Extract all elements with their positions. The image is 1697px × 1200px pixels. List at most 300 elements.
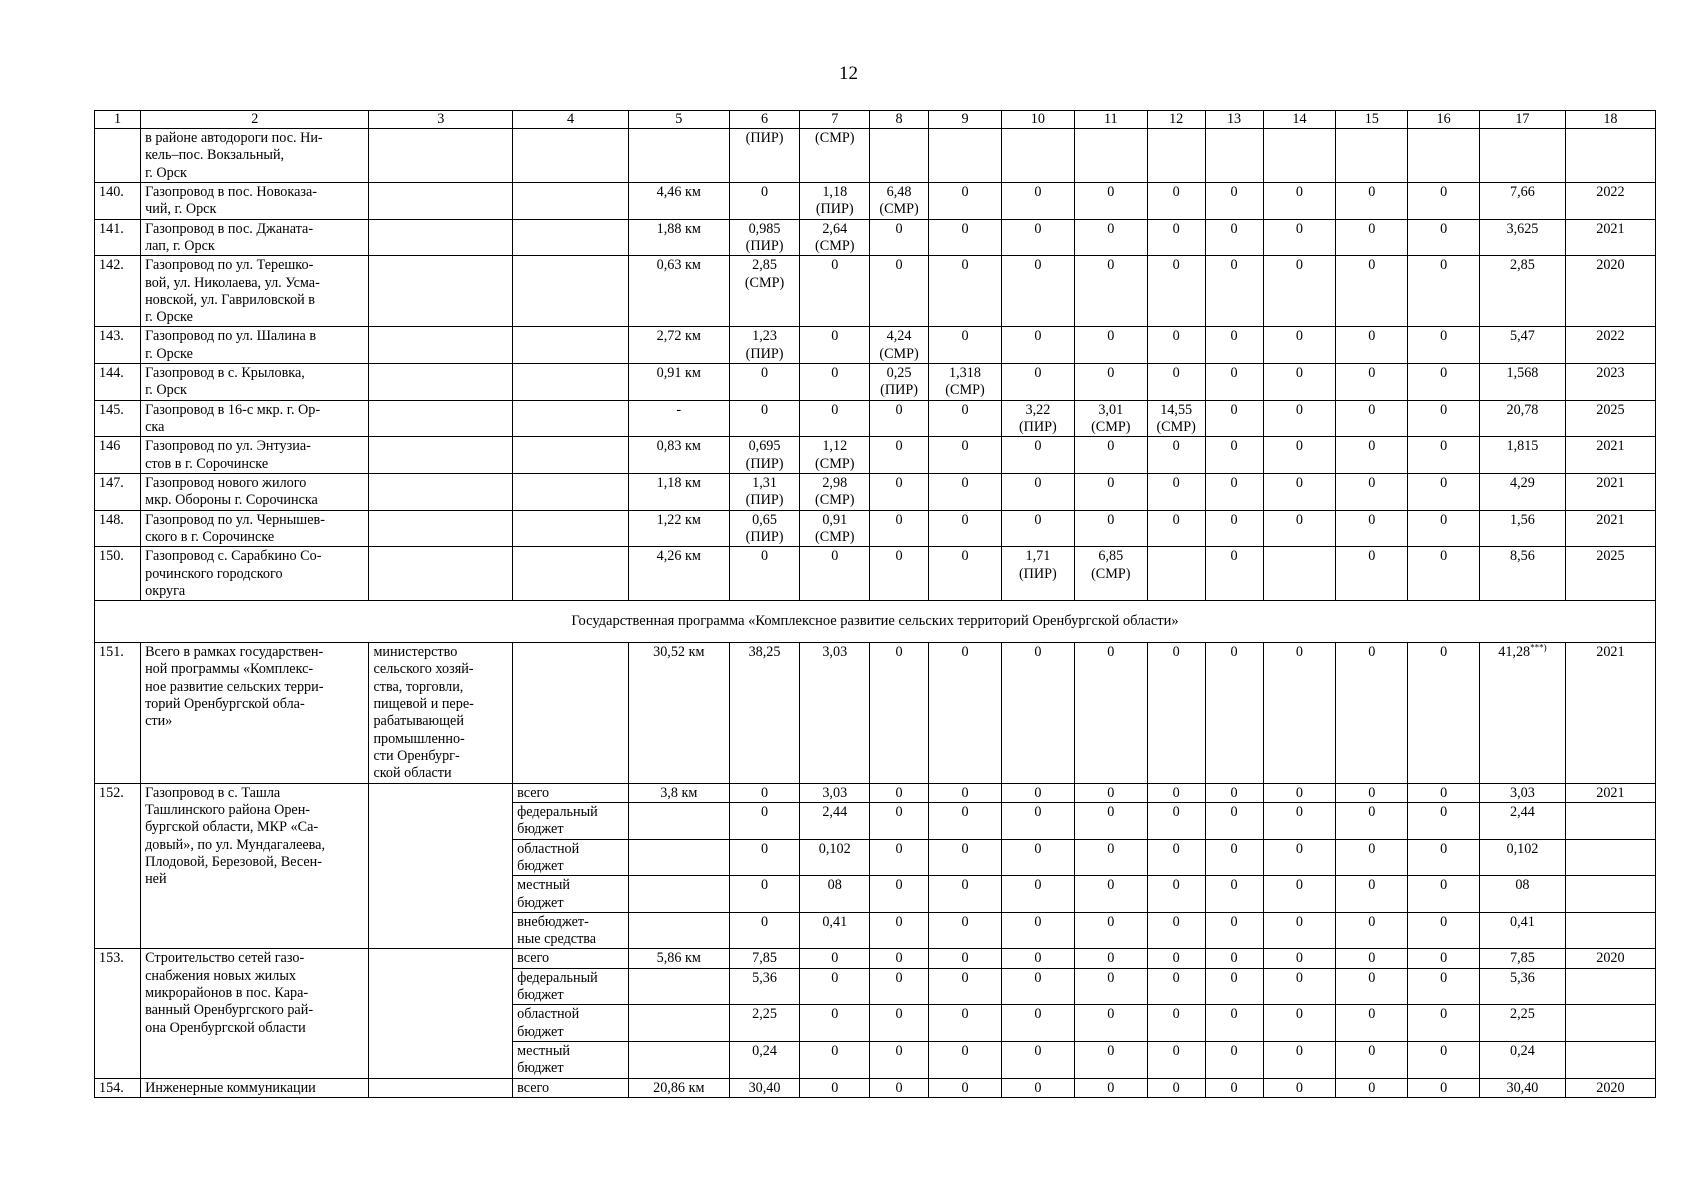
table-cell — [1263, 876, 1336, 913]
cell-text: 7,66 — [1510, 183, 1535, 200]
table-cell — [1336, 510, 1408, 547]
table-cell — [870, 256, 929, 327]
table-cell — [1263, 364, 1336, 401]
cell-text: 0 — [1295, 474, 1303, 491]
table-cell — [1074, 256, 1147, 327]
table-cell — [1408, 547, 1480, 601]
cell-text: 2021 — [1596, 644, 1625, 661]
table-cell — [929, 182, 1002, 219]
table-cell — [1074, 437, 1147, 474]
cell-text: 0 — [1368, 365, 1376, 382]
cell-text: 5,86 км — [656, 950, 701, 967]
table-cell — [628, 437, 729, 474]
table-cell — [95, 783, 141, 949]
table-cell — [141, 400, 369, 437]
cell-text: 30,52 км — [653, 644, 705, 661]
table-cell — [628, 327, 729, 364]
table-cell — [929, 256, 1002, 327]
table-cell — [513, 1042, 629, 1079]
table-cell — [1263, 256, 1336, 327]
table-row — [95, 219, 1656, 256]
cell-text: 0 — [1107, 257, 1115, 274]
cell-text: 0 — [831, 969, 839, 986]
cell-text: 0 — [1172, 840, 1180, 857]
cell-text: 0 — [1034, 1006, 1042, 1023]
table-cell — [95, 437, 141, 474]
table-cell — [1480, 182, 1566, 219]
table-cell — [513, 182, 629, 219]
cell-text: 0 — [1172, 511, 1180, 528]
table-cell — [1001, 783, 1074, 802]
cell-text: 4,26 км — [656, 548, 701, 565]
table-cell — [95, 473, 141, 510]
table-cell — [729, 473, 800, 510]
table-cell — [628, 643, 729, 784]
table-cell — [1074, 1005, 1147, 1042]
cell-text: 0 — [831, 1043, 839, 1059]
table-cell — [95, 510, 141, 547]
cell-text: 0 — [831, 548, 839, 565]
table-cell — [1408, 912, 1480, 949]
table-cell — [1480, 510, 1566, 547]
cell-text: 143. — [99, 328, 124, 345]
cell-text: 0 — [1230, 1043, 1238, 1059]
table-cell — [1147, 643, 1205, 784]
cell-text: 0 — [1107, 511, 1115, 528]
table-cell — [1263, 783, 1336, 802]
cell-text: федеральный бюджет — [517, 803, 598, 838]
cell-text: 2021 — [1596, 220, 1625, 237]
cell-text: 30,40 — [748, 1079, 781, 1096]
cell-text: 30,40 — [1506, 1079, 1539, 1096]
table-cell — [800, 510, 870, 547]
table-cell — [929, 1042, 1002, 1079]
table-cell — [628, 400, 729, 437]
table-cell — [369, 219, 513, 256]
table-cell — [95, 219, 141, 256]
cell-text: 0 — [961, 183, 969, 200]
cell-text: (ПИР) — [745, 130, 784, 146]
table-cell — [1205, 912, 1263, 949]
table-cell — [800, 912, 870, 949]
table-cell — [1001, 968, 1074, 1005]
cell-text: 0 — [1172, 220, 1180, 237]
cell-text: 145. — [99, 401, 124, 418]
table-cell — [929, 1005, 1002, 1042]
cell-text: 0 — [1034, 474, 1042, 491]
cell-text: 0 — [1440, 474, 1448, 491]
table-cell — [1565, 802, 1655, 839]
table-cell — [628, 547, 729, 601]
cell-text: 2021 — [1596, 474, 1625, 491]
table-cell — [95, 182, 141, 219]
table-cell — [1480, 839, 1566, 876]
table-cell — [1263, 547, 1336, 601]
table-cell — [1263, 912, 1336, 949]
table-cell — [1205, 802, 1263, 839]
cell-text: 0 — [1107, 877, 1115, 894]
cell-text: 0 — [1295, 784, 1303, 801]
cell-text: 0 — [1295, 877, 1303, 894]
cell-text: 0 — [895, 644, 903, 661]
column-number: 2 — [141, 111, 369, 129]
table-cell — [800, 256, 870, 327]
table-cell — [800, 802, 870, 839]
cell-text: 0 — [961, 257, 969, 274]
cell-text: 0 — [831, 1079, 839, 1096]
table-cell — [628, 1078, 729, 1097]
cell-text: 0 — [1440, 401, 1448, 418]
table-cell — [1074, 219, 1147, 256]
cell-text: 0 — [1230, 365, 1238, 382]
cell-text: 0 — [1107, 840, 1115, 857]
table-cell — [1480, 129, 1566, 183]
cell-text: 0 — [1034, 803, 1042, 820]
cell-text: Газопровод в пос. Новоказа- чий, г. Орск — [145, 183, 317, 218]
table-cell — [870, 802, 929, 839]
table-cell — [1205, 437, 1263, 474]
cell-text: 0 — [961, 840, 969, 857]
cell-text: 0 — [1295, 1079, 1303, 1096]
table-cell — [628, 912, 729, 949]
cell-text: 2022 — [1596, 183, 1625, 200]
cell-text: 0 — [1230, 328, 1238, 345]
cell-text: 0 — [1172, 257, 1180, 274]
cell-text: 0,102 — [818, 840, 851, 857]
table-cell — [513, 256, 629, 327]
table-cell — [141, 783, 369, 949]
cell-text: 0,695 (ПИР) — [745, 438, 784, 472]
cell-text: 0 — [1172, 803, 1180, 820]
table-cell — [1074, 547, 1147, 601]
cell-text: 0 — [1368, 784, 1376, 801]
cell-text: местный бюджет — [517, 877, 570, 911]
table-cell — [870, 968, 929, 1005]
table-cell — [729, 1005, 800, 1042]
table-cell — [513, 839, 629, 876]
table-cell — [1336, 912, 1408, 949]
table-cell — [1336, 876, 1408, 913]
table-cell — [141, 510, 369, 547]
cell-text: 2,25 — [752, 1006, 777, 1023]
table-cell — [369, 400, 513, 437]
table-cell — [141, 437, 369, 474]
cell-text: 0 — [1230, 548, 1238, 565]
table-cell — [1263, 182, 1336, 219]
cell-text: 8,56 — [1510, 548, 1535, 565]
table-cell — [1408, 129, 1480, 183]
table-cell — [1147, 912, 1205, 949]
cell-text: 0 — [961, 877, 969, 894]
table-cell — [1480, 547, 1566, 601]
cell-text: 0 — [895, 220, 903, 237]
column-number: 11 — [1074, 111, 1147, 129]
table-cell — [95, 400, 141, 437]
table-cell — [729, 256, 800, 327]
table-row — [95, 510, 1656, 547]
table-cell — [369, 129, 513, 183]
cell-text: 3,03 — [1510, 784, 1535, 801]
cell-text: 0 — [1172, 365, 1180, 382]
table-cell — [628, 182, 729, 219]
cell-text: 0 — [1230, 969, 1238, 986]
cell-text: 20,78 — [1506, 401, 1539, 418]
cell-text: министерство сельского хозяй- ства, торговли, пищевой и пере- рабатывающей промышленно- сти Оренбург- ской области — [373, 644, 474, 782]
cell-text: 1,318 (СМР) — [945, 365, 985, 399]
table-cell — [1001, 437, 1074, 474]
table-cell — [628, 802, 729, 839]
cell-text: 0 — [961, 548, 969, 565]
cell-text: 0 — [895, 950, 903, 967]
cell-text: Газопровод по ул. Энтузиа- стов в г. Сорочинске — [145, 438, 311, 472]
table-cell — [1336, 182, 1408, 219]
table-cell — [1074, 129, 1147, 183]
table-cell — [513, 949, 629, 968]
cell-text: 0 — [1230, 950, 1238, 967]
table-cell — [1205, 473, 1263, 510]
cell-text: 0 — [1295, 840, 1303, 857]
table-cell — [1480, 1005, 1566, 1042]
cell-text: 0 — [1440, 183, 1448, 200]
table-cell — [929, 783, 1002, 802]
table-cell — [1336, 949, 1408, 968]
cell-text: 0 — [1172, 877, 1180, 894]
table-cell — [1480, 437, 1566, 474]
table-cell — [1147, 400, 1205, 437]
table-cell — [870, 364, 929, 401]
table-cell — [929, 510, 1002, 547]
cell-text: 0,985 (ПИР) — [745, 220, 784, 254]
cell-text: 1,12 (СМР) — [815, 438, 855, 472]
table-cell — [513, 643, 629, 784]
cell-text: 0 — [1368, 401, 1376, 418]
table-cell — [1074, 182, 1147, 219]
table-cell — [1001, 949, 1074, 968]
cell-text: 0 — [1034, 365, 1042, 382]
cell-text: 0 — [1230, 913, 1238, 930]
cell-text: 150. — [99, 548, 124, 565]
table-cell — [628, 129, 729, 183]
table-cell — [1565, 643, 1655, 784]
table-cell — [1147, 783, 1205, 802]
table-cell — [1336, 219, 1408, 256]
cell-text: 0 — [1295, 511, 1303, 528]
cell-text: 1,18 (ПИР) — [815, 183, 854, 218]
cell-text: 0 — [1230, 183, 1238, 200]
column-number: 12 — [1147, 111, 1205, 129]
table-cell — [870, 473, 929, 510]
table-cell — [1147, 1005, 1205, 1042]
column-number: 14 — [1263, 111, 1336, 129]
cell-text: 5,36 — [752, 969, 777, 986]
cell-text: 0 — [1230, 1079, 1238, 1096]
table-cell — [1408, 510, 1480, 547]
cell-text: 148. — [99, 511, 124, 528]
cell-text: 0 — [895, 840, 903, 857]
table-cell — [1565, 510, 1655, 547]
table-cell — [800, 839, 870, 876]
table-cell — [800, 1078, 870, 1097]
cell-text: 0 — [760, 784, 769, 801]
table-cell — [1336, 1078, 1408, 1097]
column-number: 3 — [369, 111, 513, 129]
table-cell — [1565, 839, 1655, 876]
cell-text: 0 — [961, 1079, 969, 1096]
table-cell — [95, 547, 141, 601]
table-cell — [1336, 643, 1408, 784]
table-cell — [513, 219, 629, 256]
cell-text: 0 — [961, 328, 969, 345]
cell-text: 146 — [99, 438, 121, 455]
cell-text: 1,23 (ПИР) — [745, 328, 784, 362]
table-cell — [800, 400, 870, 437]
cell-text: 0 — [895, 257, 903, 274]
cell-text: 0 — [1172, 913, 1180, 930]
cell-text: 0 — [1107, 438, 1115, 455]
table-cell — [1263, 1042, 1336, 1079]
table-cell — [1408, 327, 1480, 364]
table-cell — [1336, 129, 1408, 183]
table-cell — [929, 968, 1002, 1005]
table-cell — [1074, 1042, 1147, 1079]
cell-text: 0 — [1034, 1043, 1042, 1059]
cell-text: 0 — [1230, 784, 1238, 801]
cell-text: 0 — [895, 1043, 903, 1059]
cell-text: 6,85 (СМР) — [1091, 548, 1131, 582]
table-cell — [870, 949, 929, 968]
cell-text: 0,24 — [1510, 1043, 1535, 1059]
column-number: 17 — [1480, 111, 1566, 129]
table-cell — [1263, 1005, 1336, 1042]
cell-text: 0 — [1368, 1043, 1376, 1059]
cell-text: 1,31 (ПИР) — [745, 474, 784, 509]
cell-text: 0 — [1230, 438, 1238, 455]
table-cell — [513, 1078, 629, 1097]
cell-text: 3,01 (СМР) — [1091, 401, 1131, 435]
cell-text: 0 — [1440, 840, 1448, 857]
table-cell — [729, 182, 800, 219]
cell-text: 0 — [1295, 328, 1303, 345]
table-row — [95, 1078, 1656, 1097]
cell-text: 0 — [1440, 257, 1448, 274]
table-cell — [870, 783, 929, 802]
cell-text: 153. — [99, 950, 124, 967]
cell-text: 7,85 — [752, 950, 777, 967]
cell-text: 0 — [1295, 803, 1303, 820]
cell-text: 0 — [1295, 438, 1303, 455]
table-cell — [1074, 912, 1147, 949]
table-cell — [1263, 437, 1336, 474]
table-cell — [628, 876, 729, 913]
cell-text: 2,25 — [1510, 1006, 1535, 1023]
program-table — [94, 110, 1656, 1098]
table-cell — [729, 327, 800, 364]
cell-text: 5,47 — [1510, 328, 1535, 345]
table-cell — [1001, 182, 1074, 219]
table-cell — [729, 219, 800, 256]
cell-text: 0 — [1230, 877, 1238, 894]
table-cell — [870, 839, 929, 876]
cell-text: всего — [517, 784, 550, 801]
table-cell — [1001, 364, 1074, 401]
cell-text: 2023 — [1596, 365, 1625, 382]
table-cell — [1565, 783, 1655, 802]
cell-text: 0 — [1295, 644, 1303, 661]
cell-text: 0 — [1107, 183, 1115, 200]
cell-text: 2021 — [1596, 784, 1625, 801]
table-cell — [800, 643, 870, 784]
cell-text: 0 — [1107, 328, 1115, 345]
cell-text: 0 — [1172, 328, 1180, 345]
cell-text: 0 — [1034, 183, 1042, 200]
cell-text: 0,41 — [822, 913, 848, 930]
cell-text: 3,03 — [822, 784, 848, 801]
table-cell — [141, 547, 369, 601]
cell-text: 0 — [1368, 803, 1376, 820]
cell-text: Инженерные коммуникации — [145, 1079, 316, 1096]
cell-text: 0 — [1368, 840, 1376, 857]
cell-text: 0 — [1368, 969, 1376, 986]
cell-text: 0 — [1295, 913, 1303, 930]
cell-text: 0,41 — [1510, 913, 1535, 930]
table-cell — [800, 327, 870, 364]
cell-text: 0 — [1107, 644, 1115, 661]
cell-text: 0 — [961, 511, 969, 528]
table-cell — [1565, 473, 1655, 510]
table-cell — [513, 400, 629, 437]
table-cell — [628, 256, 729, 327]
table-cell — [1565, 219, 1655, 256]
table-cell — [1147, 876, 1205, 913]
cell-text: 0 — [1368, 257, 1376, 274]
table-cell — [1408, 400, 1480, 437]
table-cell — [1480, 219, 1566, 256]
cell-text: 0 — [1172, 969, 1180, 986]
cell-text: 0 — [895, 784, 903, 801]
table-cell — [729, 437, 800, 474]
table-cell — [1205, 510, 1263, 547]
table-cell — [929, 949, 1002, 968]
cell-text: 0 — [1034, 969, 1042, 986]
cell-text: Газопровод по ул. Шалина в г. Орске — [145, 328, 317, 362]
column-number: 1 — [95, 111, 141, 129]
table-cell — [1565, 256, 1655, 327]
table-cell — [1074, 1078, 1147, 1097]
cell-text: 7,85 — [1510, 950, 1535, 967]
cell-text: 2021 — [1596, 438, 1625, 455]
table-cell — [870, 182, 929, 219]
table-cell — [1336, 1005, 1408, 1042]
cell-text: 20,86 км — [653, 1079, 705, 1096]
table-cell — [1480, 912, 1566, 949]
table-cell — [1565, 364, 1655, 401]
table-cell — [870, 400, 929, 437]
cell-text: 0 — [895, 969, 903, 986]
cell-text: 0 — [961, 1043, 969, 1059]
table-cell — [1336, 783, 1408, 802]
cell-text: 0 — [1440, 1079, 1448, 1096]
table-cell — [729, 547, 800, 601]
table-cell — [1205, 256, 1263, 327]
cell-text: 0 — [1440, 969, 1448, 986]
table-cell — [870, 1005, 929, 1042]
cell-text: 0 — [760, 365, 769, 382]
cell-text: 0 — [1034, 644, 1042, 661]
table-cell — [1147, 182, 1205, 219]
table-row — [95, 256, 1656, 327]
column-number: 4 — [513, 111, 629, 129]
table-cell — [1408, 1005, 1480, 1042]
